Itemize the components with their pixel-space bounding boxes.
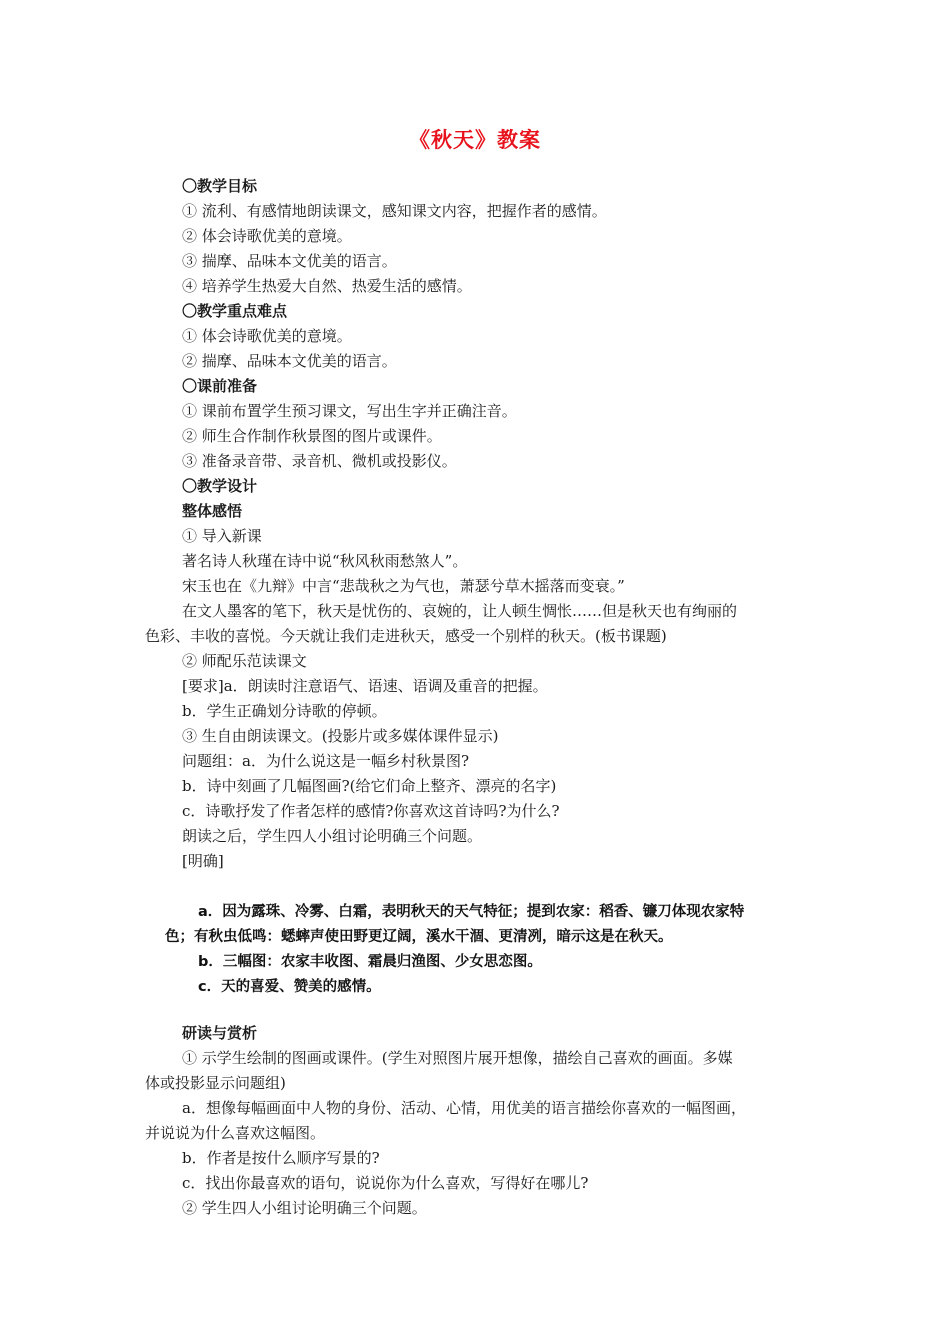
answer-line: b．三幅图：农家丰收图、霜晨归渔图、少女思恋图。	[198, 954, 542, 970]
study-line: ② 学生四人小组讨论明确三个问题。	[182, 1199, 427, 1217]
overall-line: 宋玉也在《九辩》中言“悲哉秋之为气也，萧瑟兮草木摇落而变衰。”	[182, 577, 625, 595]
key-heading: 〇教学重点难点	[182, 302, 288, 320]
study-line: c．找出你最喜欢的语句，说说你为什么喜欢，写得好在哪儿?	[182, 1174, 589, 1192]
goals-heading: 〇教学目标	[182, 177, 258, 195]
overall-line: 色彩、丰收的喜悦。今天就让我们走进秋天，感受一个别样的秋天。(板书课题)	[145, 627, 667, 645]
design-heading: 〇教学设计	[182, 477, 258, 495]
overall-line: ③ 生自由朗读课文。(投影片或多媒体课件显示)	[182, 727, 499, 745]
prep-line: ③ 准备录音带、录音机、微机或投影仪。	[182, 452, 457, 470]
overall-line: ② 师配乐范读课文	[182, 652, 307, 670]
overall-line: 问题组：a．为什么说这是一幅乡村秋景图?	[182, 752, 469, 770]
overall-line: 朗读之后，学生四人小组讨论明确三个问题。	[182, 827, 483, 845]
prep-heading: 〇课前准备	[182, 377, 258, 395]
answer-line: a．因为露珠、冷雾、白霜，表明秋天的天气特征；提到农家：稻香、镰刀体现农家特	[198, 904, 745, 920]
study-line: 并说说为什么喜欢这幅图。	[145, 1124, 326, 1142]
prep-line: ① 课前布置学生预习课文，写出生字并正确注音。	[182, 402, 517, 420]
goal-line: ④ 培养学生热爱大自然、热爱生活的感情。	[182, 277, 472, 295]
goal-line: ② 体会诗歌优美的意境。	[182, 227, 352, 245]
overall-line: b．诗中刻画了几幅图画?(给它们命上整齐、漂亮的名字)	[182, 777, 557, 795]
document-title: 《秋天》教案	[409, 128, 541, 152]
overall-line: [要求]a．朗读时注意语气、语速、语调及重音的把握。	[182, 677, 548, 695]
answer-line: c．天的喜爱、赞美的感情。	[198, 979, 381, 995]
goal-line: ① 流利、有感情地朗读课文，感知课文内容，把握作者的感情。	[182, 202, 607, 220]
overall-line: [明确]	[182, 852, 224, 870]
overall-line: b．学生正确划分诗歌的停顿。	[182, 702, 387, 720]
study-heading: 研读与赏析	[182, 1024, 258, 1042]
study-line: 体或投影显示问题组)	[145, 1074, 286, 1092]
key-line: ① 体会诗歌优美的意境。	[182, 327, 352, 345]
overall-line: 著名诗人秋瑾在诗中说“秋风秋雨愁煞人”。	[182, 552, 468, 570]
answer-line: 色；有秋虫低鸣：蟋蟀声使田野更辽阔，溪水干涸、更清冽，暗示这是在秋天。	[165, 929, 673, 945]
overall-line: ① 导入新课	[182, 527, 262, 545]
overall-heading: 整体感悟	[182, 502, 243, 520]
study-line: b．作者是按什么顺序写景的?	[182, 1149, 380, 1167]
key-line: ② 揣摩、品味本文优美的语言。	[182, 352, 397, 370]
study-line: ① 示学生绘制的图画或课件。(学生对照图片展开想像，描绘自己喜欢的画面。多媒	[182, 1049, 733, 1067]
overall-line: c．诗歌抒发了作者怎样的感情?你喜欢这首诗吗?为什么?	[182, 802, 560, 820]
study-line: a．想像每幅画面中人物的身份、活动、心情，用优美的语言描绘你喜欢的一幅图画，	[182, 1099, 746, 1117]
prep-line: ② 师生合作制作秋景图的图片或课件。	[182, 427, 442, 445]
goal-line: ③ 揣摩、品味本文优美的语言。	[182, 252, 397, 270]
overall-line: 在文人墨客的笔下，秋天是忧伤的、哀婉的，让人顿生惆怅……但是秋天也有绚丽的	[182, 602, 738, 620]
